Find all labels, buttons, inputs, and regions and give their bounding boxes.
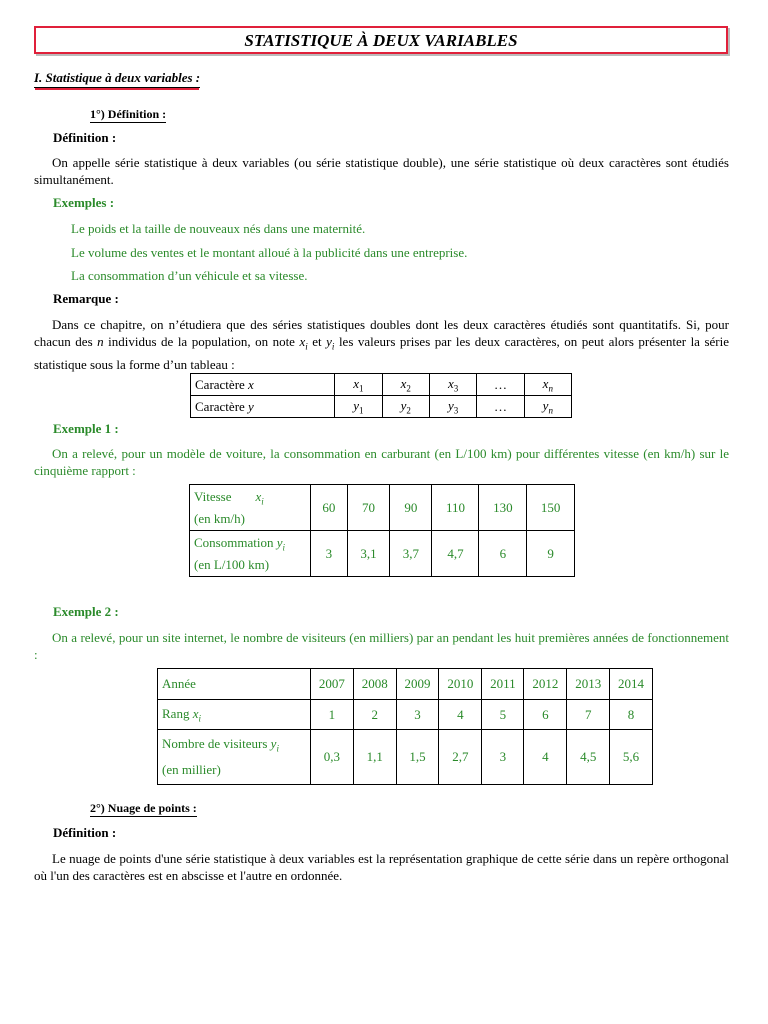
remarque-xi: x: [299, 334, 306, 349]
table-row: [190, 485, 575, 531]
label-var: x: [248, 376, 254, 392]
table-cell: 7: [567, 700, 610, 730]
definition2-label: Définition :: [53, 825, 117, 840]
label-unit: (en L/100 km): [194, 557, 270, 573]
table-cell: 3,7: [390, 531, 432, 577]
cell-sub: 2: [406, 383, 411, 394]
remarque-part: les valeurs prises par les deux caractères, on peut alors présenter la série statistique sous la forme d’un tableau :: [34, 334, 729, 372]
exemple-item: Le poids et la taille de nouveaux nés dans une maternité.: [71, 221, 366, 236]
row-label: [158, 730, 311, 785]
cell-sub: 1: [359, 383, 364, 394]
remarque-xi-sub: i: [305, 341, 308, 352]
label-text: Caractère: [195, 398, 249, 414]
table-cell: 4: [524, 730, 567, 785]
cell-sub: n: [548, 405, 553, 416]
page-title: STATISTIQUE À DEUX VARIABLES: [34, 26, 728, 54]
cell-var: y: [400, 397, 407, 413]
definition2-text: Le nuage de points d'une série statistique à deux variables est la représentation graphique de cette série dans un repère orthogonal où l'un des caractères est en abscisse et l'autre en ordonnée.: [34, 851, 729, 883]
cell-var: x: [400, 375, 407, 391]
table-cell: 4,5: [567, 730, 610, 785]
label-text: Consommation: [194, 534, 277, 550]
table-cell: 90: [390, 485, 432, 531]
exemple2-label: Exemple 2 :: [53, 604, 119, 619]
cell-sub: 2: [406, 405, 411, 416]
table-cell: 60: [311, 485, 348, 531]
table-cell: 3: [311, 531, 348, 577]
label-sub: i: [276, 743, 279, 754]
cell-sub: 1: [359, 405, 364, 416]
table-cell: [382, 374, 429, 396]
label-var: x: [192, 705, 199, 721]
table-cell: 70: [347, 485, 389, 531]
table-cell: [335, 396, 382, 418]
exemple-item: Le volume des ventes et le montant alloué à la publicité dans une entreprise.: [71, 245, 468, 260]
table-cell: [477, 396, 524, 418]
table-cell: 6: [479, 531, 527, 577]
cell-var: y: [447, 397, 454, 413]
table-row: [191, 396, 572, 418]
definition-label: Définition :: [53, 130, 117, 145]
table-cell: 5,6: [610, 730, 653, 785]
cell-sub: 3: [453, 405, 459, 416]
cell-var: y: [353, 397, 359, 413]
table-cell: 0,3: [311, 730, 354, 785]
cell-var: x: [447, 375, 454, 391]
label-text: Rang: [162, 705, 193, 721]
table-cell: 1,5: [396, 730, 439, 785]
remarque-text: [34, 316, 729, 373]
label-text: Caractère: [195, 376, 249, 392]
table-cell: 3: [396, 700, 439, 730]
label-var: x: [255, 488, 262, 504]
visiteurs-table: [157, 668, 653, 785]
remarque-label: Remarque :: [53, 291, 119, 306]
table-cell: 2010: [439, 669, 482, 700]
exemple1-label: Exemple 1 :: [53, 421, 119, 436]
table-cell: 2: [353, 700, 396, 730]
row-label: [158, 700, 311, 730]
vitesse-table: [189, 484, 575, 577]
label-line: [194, 534, 306, 557]
table-cell: [429, 396, 476, 418]
subsection-nuage: 2°) Nuage de points :: [90, 801, 197, 815]
row-label: [190, 485, 311, 531]
cell-var: …: [493, 376, 507, 392]
label-var: y: [276, 534, 283, 550]
table-cell: [524, 396, 571, 418]
label-text: Vitesse: [194, 488, 232, 504]
table-cell: 4: [439, 700, 482, 730]
remarque-part: Dans ce chapitre, on n’étudiera que des séries statistiques doubles dont les deux caractères étudiés sont quantitatifs. Si, pour chacun des: [34, 317, 729, 349]
table-cell: 6: [524, 700, 567, 730]
table-cell: [382, 396, 429, 418]
table-row: [190, 531, 575, 577]
table-cell: 2012: [524, 669, 567, 700]
table-cell: 2014: [610, 669, 653, 700]
table-cell: 2008: [353, 669, 396, 700]
label-sub: i: [282, 542, 285, 553]
table-cell: 2011: [482, 669, 524, 700]
table-cell: [335, 374, 382, 396]
cell-var: x: [353, 375, 359, 391]
table-row: [158, 730, 653, 785]
remarque-yi: y: [326, 334, 332, 349]
cell-sub: n: [548, 383, 553, 394]
row-label: [190, 531, 311, 577]
table-cell: 4,7: [432, 531, 479, 577]
table-cell: [429, 374, 476, 396]
remarque-yi-sub: i: [331, 341, 335, 352]
exemple1-text: On a relevé, pour un modèle de voiture, la consommation en carburant (en L/100 km) pour différentes vitesse (en km/h) sur le cinquième rapport :: [34, 446, 729, 478]
label-sub: i: [261, 496, 264, 507]
cell-var: …: [493, 398, 507, 414]
table-row: [158, 669, 653, 700]
table-cell: 3,1: [347, 531, 389, 577]
table-cell: 130: [479, 485, 527, 531]
label-line: [194, 488, 306, 511]
label-unit: (en km/h): [194, 511, 245, 527]
table-cell: 2013: [567, 669, 610, 700]
table-cell: 1,1: [353, 730, 396, 785]
generic-table: [190, 373, 572, 418]
table-cell: 110: [432, 485, 479, 531]
table-cell: 3: [482, 730, 524, 785]
subsection-definition: 1°) Définition :: [90, 107, 167, 121]
cell-var: y: [542, 397, 549, 413]
remarque-n: n: [97, 334, 104, 349]
label-text: Nombre de visiteurs: [162, 735, 271, 751]
table-cell: 2007: [311, 669, 354, 700]
label-unit: (en millier): [162, 762, 221, 778]
table-cell: 5: [482, 700, 524, 730]
remarque-part: individus de la population, on note: [103, 334, 300, 349]
table-cell: 2009: [396, 669, 439, 700]
table-cell: [477, 374, 524, 396]
label-var: y: [270, 735, 277, 751]
label-var: y: [248, 398, 254, 414]
cell-sub: 3: [453, 383, 459, 394]
row-label: [191, 396, 335, 418]
cell-var: x: [542, 375, 549, 391]
row-label: [191, 374, 335, 396]
label-line: [162, 733, 306, 760]
exemples-label: Exemples :: [53, 195, 115, 210]
exemple-item: La consommation d’un véhicule et sa vitesse.: [71, 268, 308, 283]
table-cell: 1: [311, 700, 354, 730]
remarque-part: et: [307, 334, 327, 349]
table-cell: 9: [527, 531, 575, 577]
table-cell: [524, 374, 571, 396]
row-label: Année: [158, 669, 311, 700]
definition-text: On appelle série statistique à deux variables (ou série statistique double), une série statistique où deux caractères sont étudiés simultanément.: [34, 155, 729, 187]
table-cell: 2,7: [439, 730, 482, 785]
table-row: [191, 374, 572, 396]
section-heading: I. Statistique à deux variables :: [34, 70, 200, 88]
exemple2-text: On a relevé, pour un site internet, le nombre de visiteurs (en milliers) par an pendant les huit premières années de fonctionnement :: [34, 630, 729, 662]
table-cell: 150: [527, 485, 575, 531]
table-row: [158, 700, 653, 730]
table-cell: 8: [610, 700, 653, 730]
label-sub: i: [198, 713, 201, 724]
